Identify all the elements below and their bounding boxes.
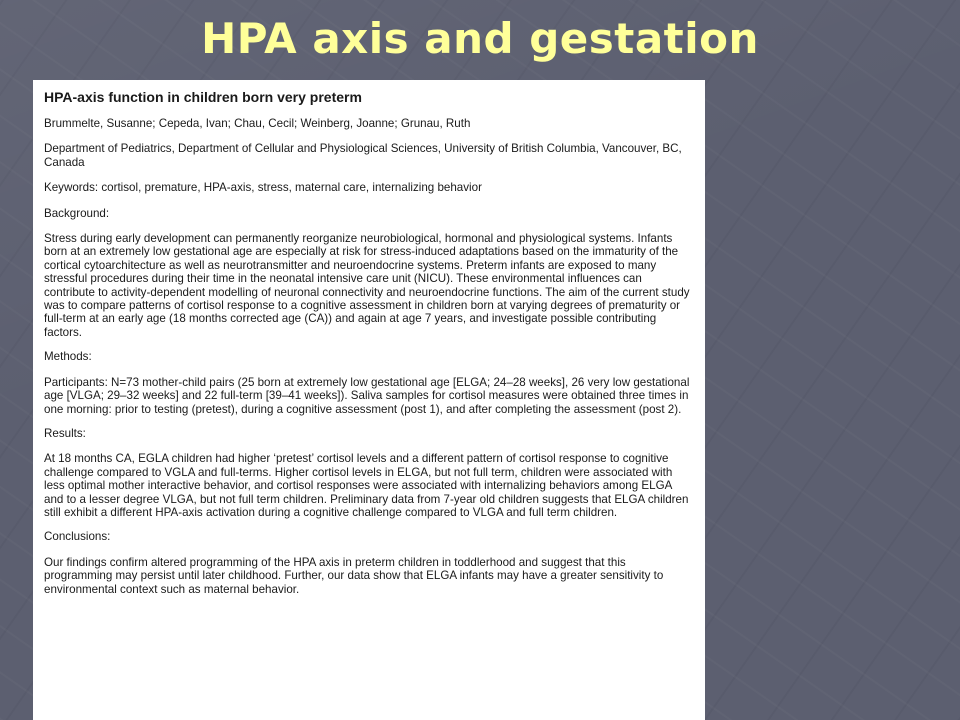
abstract-title: HPA-axis function in children born very preterm [44, 89, 362, 105]
abstract-affiliation: Department of Pediatrics, Department of Cellular and Physiological Sciences, University of British Columbia, Vancouver, BC, Canada [44, 142, 682, 169]
results-heading: Results: [44, 426, 86, 440]
abstract-keywords: Keywords: cortisol, premature, HPA-axis, stress, maternal care, internalizing behavior [44, 181, 482, 195]
slide-title: HPA axis and gestation [201, 14, 759, 63]
conclusions-text: Our findings confirm altered programming of the HPA axis in preterm children in toddlerhood and suggest that this programming may persist until later childhood. Further, our data show that ELGA infants may have a greater sensitivity to environmental context such as maternal behavior. [44, 555, 664, 596]
background-heading: Background: [44, 206, 110, 220]
conclusions-heading: Conclusions: [44, 530, 111, 544]
abstract-image [33, 80, 705, 720]
methods-text: Participants: N=73 mother-child pairs (25 born at extremely low gestational age [ELGA; 24–28 weeks], 26 very low gestational age [VLGA; 29–32 weeks] and 22 full-term [39–41 weeks]). Saliva samples for cortisol measures were obtained three times in one morning: prior to testing (pretest), during a cognitive assessment (post 1), and after completing the assessment (post 2). [44, 375, 690, 416]
abstract-authors: Brummelte, Susanne; Cepeda, Ivan; Chau, Cecil; Weinberg, Joanne; Grunau, Ruth [44, 117, 471, 130]
methods-heading: Methods: [44, 350, 92, 364]
results-text: At 18 months CA, EGLA children had higher ‘pretest’ cortisol levels and a different pattern of cortisol response to cognitive challenge compared to VGLA and full-terms. Higher cortisol levels in ELGA, but not full term, children were associated with less optimal mother interactive behavior, and cortisol responses were associated with internalizing behaviors among ELGA and to a lesser degree VLGA, but not full term children. Preliminary data from 7-year old children suggests that ELGA children still exhibit a different HPA-axis activation during a cognitive challenge compared to VLGA and full term children. [44, 452, 689, 519]
background-text: Stress during early development can permanently reorganize neurobiological, hormonal and physiological systems. Infants born at an extremely low gestational age are especially at risk for stress-induced adaptations based on the immaturity of the cortical cytoarchitecture as well as neurotransmitter and neuroendocrine systems. Preterm infants are exposed to many stressful procedures during their time in the neonatal intensive care unit (NICU). These environmental influences can contribute to activity-dependent modelling of neuronal connectivity and neuroendocrine functions. The aim of the current study was to compare patterns of cortisol response to a cognitive assessment in children born at varying degrees of prematurity or full-term at an early age (18 months corrected age (CA)) and again at age 7 years, and investigate possible contributing factors. [44, 232, 690, 339]
